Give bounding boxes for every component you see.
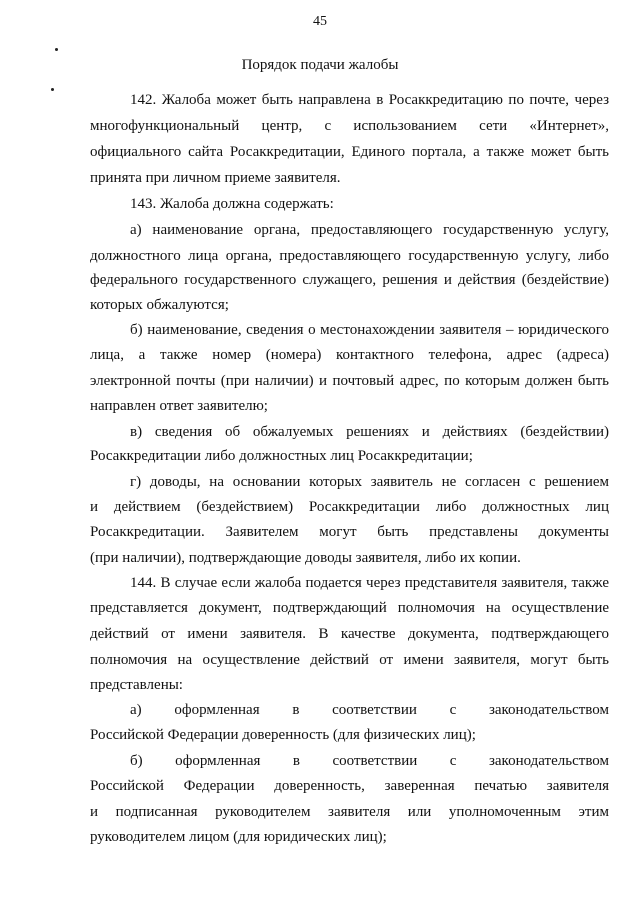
text-line: и действием (бездействием) Росаккредитации либо должностных лиц [90,499,609,515]
text-line: 142. Жалоба может быть направлена в Росаккредитацию по почте, через [130,92,609,108]
text-line: официального сайта Росаккредитации, Единого портала, а также может быть [90,144,609,160]
text-line: Российской Федерации доверенность (для физических лиц); [90,727,476,743]
text-line: руководителем лицом (для юридических лиц); [90,829,387,845]
text-line: должностного лица органа, предоставляющего государственную услугу, либо [90,248,609,264]
text-line: б) оформленная в соответствии с законодательством [130,753,609,769]
text-line: принята при личном приеме заявителя. [90,170,341,186]
text-line: представлены: [90,677,183,693]
text-line: в) сведения об обжалуемых решениях и действиях (бездействии) [130,424,609,440]
text-line: электронной почты (при наличии) и почтовый адрес, по которым должен быть [90,373,609,389]
page-number: 45 [313,14,327,29]
text-line: Росаккредитации. Заявителем могут быть представлены документы [90,524,609,540]
text-line: лица, а также номер (номера) контактного телефона, адрес (адреса) [90,347,609,363]
text-line: Российской Федерации доверенность, заверенная печатью заявителя [90,778,609,794]
text-line: а) наименование органа, предоставляющего государственную услугу, [130,222,609,238]
section-title: Порядок подачи жалобы [241,57,399,73]
text-line: и подписанная руководителем заявителя или уполномоченным этим [90,804,609,820]
scan-mark [55,48,58,51]
text-line: которых обжалуются; [90,297,229,313]
text-line: полномочия на осуществление действий от имени заявителя, могут быть [90,652,609,668]
scan-mark [51,88,54,91]
text-line: многофункциональный центр, с использованием сети «Интернет», [90,118,609,134]
text-line: а) оформленная в соответствии с законодательством [130,702,609,718]
text-line: 144. В случае если жалоба подается через представителя заявителя, также [130,575,609,591]
text-line: г) доводы, на основании которых заявитель не согласен с решением [130,474,609,490]
text-line: 143. Жалоба должна содержать: [130,196,334,212]
text-line: действий от имени заявителя. В качестве документа, подтверждающего [90,626,609,642]
text-line: направлен ответ заявителю; [90,398,268,414]
text-line: представляется документ, подтверждающий полномочия на осуществление [90,600,609,616]
text-line: Росаккредитации либо должностных лиц Росаккредитации; [90,448,473,464]
text-line: (при наличии), подтверждающие доводы заявителя, либо их копии. [90,550,521,566]
text-line: федерального государственного служащего, решения и действия (бездействие) [90,272,609,288]
text-line: б) наименование, сведения о местонахождении заявителя – юридического [130,322,609,338]
